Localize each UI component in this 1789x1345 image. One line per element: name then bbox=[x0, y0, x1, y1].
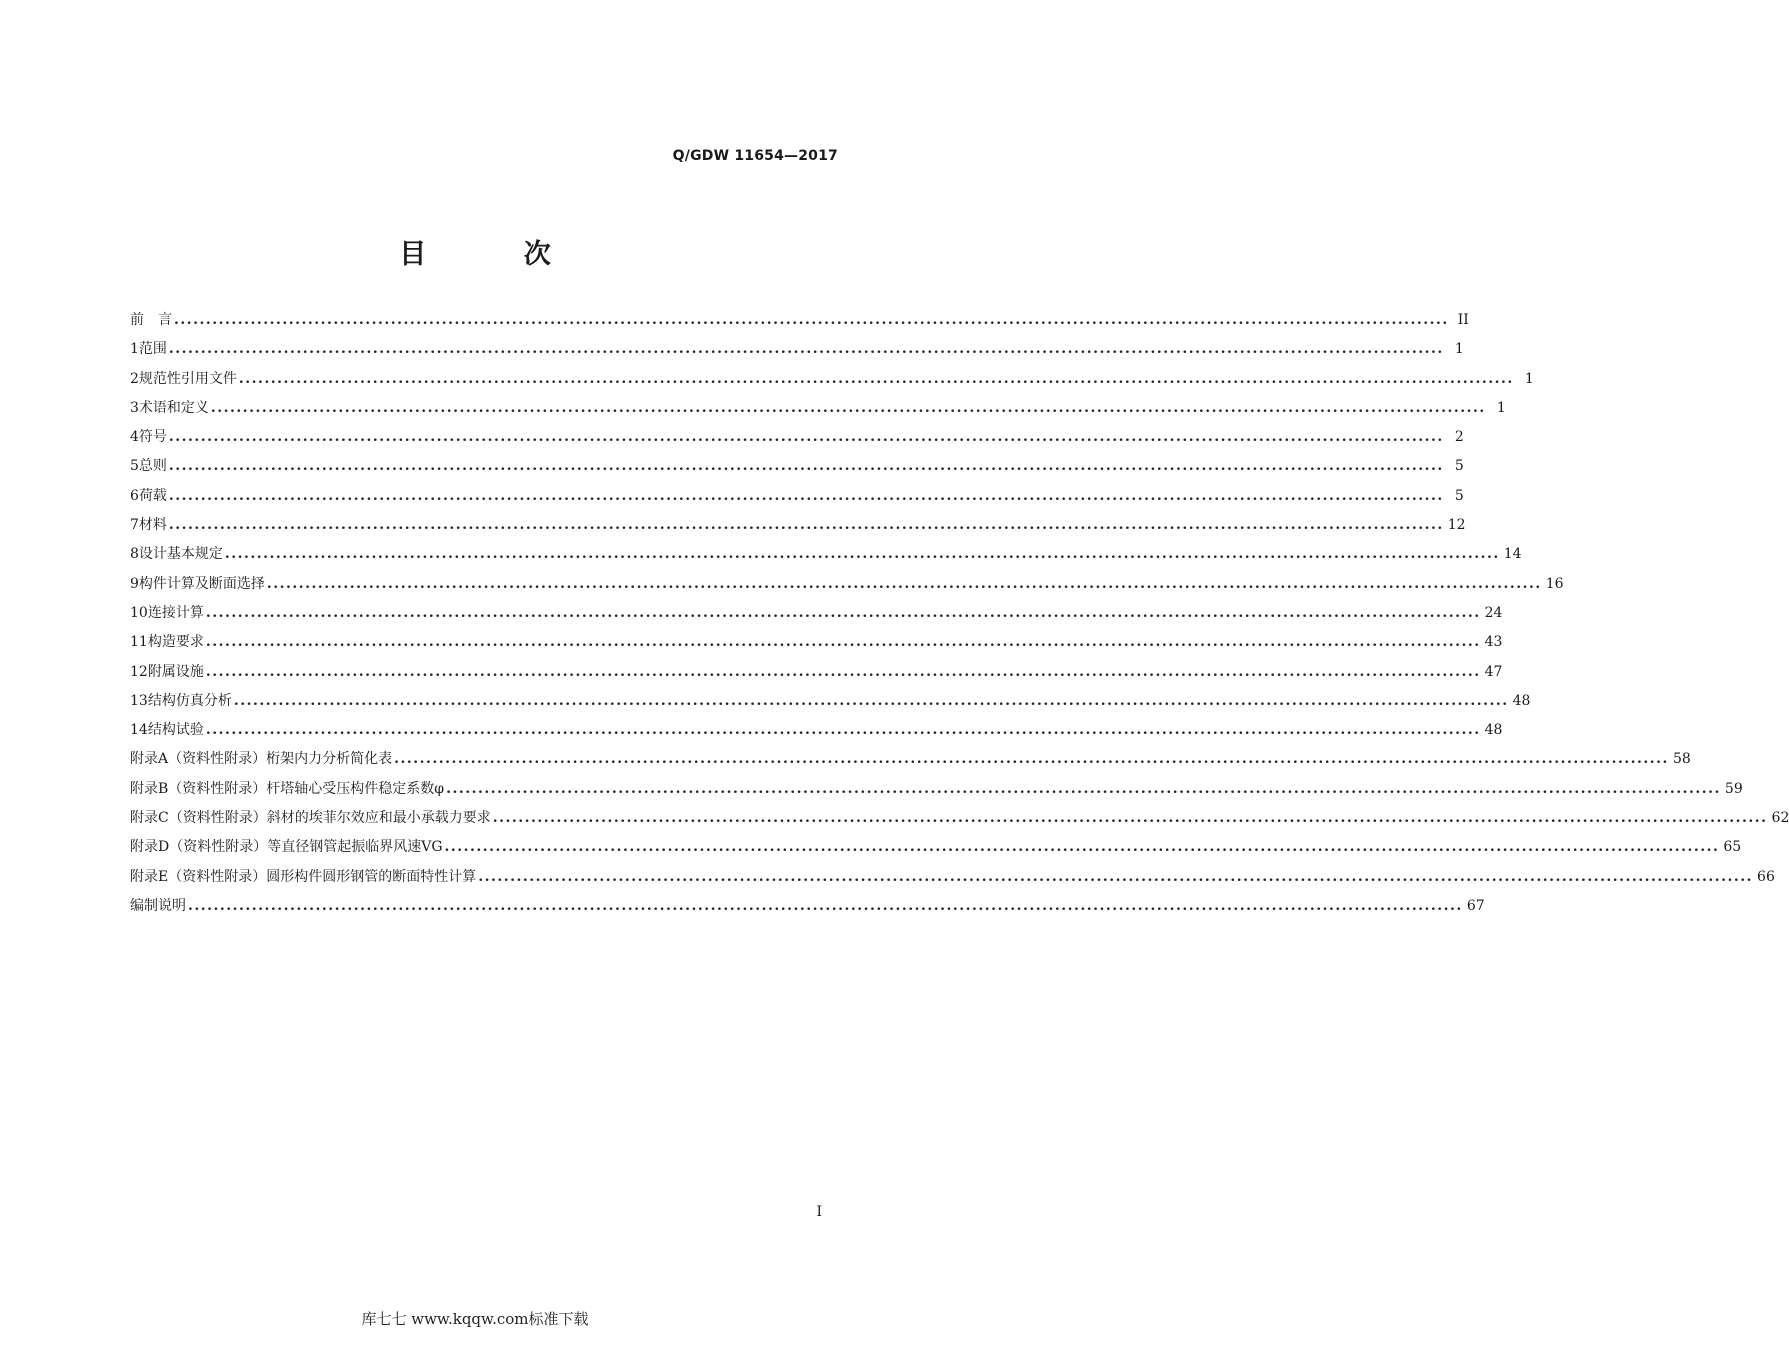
toc-entry-number: 3 bbox=[130, 399, 139, 416]
toc-entry-number: 13 bbox=[130, 692, 148, 709]
toc-entry-page: 1 bbox=[1496, 399, 1506, 416]
toc-entry[interactable] bbox=[130, 426, 1464, 455]
toc-entry[interactable] bbox=[130, 368, 1534, 397]
toc-entry-number: 6 bbox=[130, 487, 139, 504]
toc-entry[interactable] bbox=[130, 895, 1485, 924]
toc-entry-page: 58 bbox=[1672, 751, 1691, 768]
toc-entry-number: 14 bbox=[130, 722, 148, 739]
toc-entry-number: 4 bbox=[130, 429, 139, 446]
standard-code: Q/GDW 11654—2017 bbox=[672, 148, 838, 164]
toc-entry-page: 2 bbox=[1454, 429, 1464, 446]
toc-entry-label: 前 言 bbox=[130, 312, 172, 328]
toc-entry-page: 47 bbox=[1484, 663, 1503, 680]
toc-entry-label: 结构仿真分析 bbox=[147, 692, 232, 709]
toc-entry[interactable] bbox=[130, 397, 1506, 426]
toc-entry-page: 1 bbox=[1454, 341, 1464, 358]
toc-entry-number: 8 bbox=[130, 546, 139, 563]
toc-entry-appendix: 附录E（资料性附录） bbox=[130, 868, 267, 885]
toc-entry-label: 圆形构件圆形钢管的断面特性计算 bbox=[266, 868, 477, 885]
toc-entry-page: 1 bbox=[1524, 370, 1534, 387]
toc-entry[interactable] bbox=[130, 338, 1464, 367]
toc-leader-dots: ........................................................................................................................................................................................................ bbox=[168, 429, 1444, 446]
toc-entry-number: 12 bbox=[130, 663, 148, 680]
toc-entry[interactable] bbox=[130, 631, 1503, 660]
table-of-contents bbox=[130, 309, 1789, 924]
toc-entry-label: 范围 bbox=[138, 341, 167, 358]
toc-leader-dots: ........................................................................................................................................................................................................ bbox=[444, 839, 1720, 856]
toc-entry[interactable] bbox=[130, 485, 1464, 514]
toc-entry-number: 5 bbox=[130, 458, 139, 475]
toc-entry-label: 荷载 bbox=[138, 487, 167, 504]
toc-entry-number: 1 bbox=[130, 341, 139, 358]
toc-leader-dots: ........................................................................................................................................................................................................ bbox=[168, 458, 1444, 475]
toc-entry-page: II bbox=[1457, 312, 1469, 328]
toc-entry-number: 7 bbox=[130, 517, 139, 534]
toc-entry-label: 连接计算 bbox=[147, 604, 204, 621]
toc-entry-page: 48 bbox=[1484, 722, 1503, 739]
toc-entry-label: 设计基本规定 bbox=[138, 546, 223, 563]
toc-entry-label: 结构试验 bbox=[147, 722, 204, 739]
toc-entry-label: 术语和定义 bbox=[138, 399, 209, 416]
toc-leader-dots: ........................................................................................................................................................................................................ bbox=[188, 897, 1463, 914]
toc-entry[interactable] bbox=[130, 866, 1775, 895]
toc-entry[interactable] bbox=[130, 514, 1466, 543]
toc-title: 目 次 bbox=[399, 239, 595, 270]
toc-entry-page: 5 bbox=[1454, 458, 1464, 475]
toc-entry-page: 12 bbox=[1447, 517, 1466, 534]
toc-entry-label: 杆塔轴心受压构件稳定系数φ bbox=[266, 780, 445, 797]
toc-entry[interactable] bbox=[130, 661, 1503, 690]
toc-entry-label: 规范性引用文件 bbox=[138, 370, 237, 387]
toc-leader-dots: ........................................................................................................................................................................................................ bbox=[205, 722, 1481, 739]
toc-leader-dots: ........................................................................................................................................................................................................ bbox=[446, 780, 1721, 797]
toc-leader-dots: ........................................................................................................................................................................................................ bbox=[168, 341, 1444, 358]
toc-entry[interactable] bbox=[130, 748, 1691, 777]
toc-entry-label: 附属设施 bbox=[147, 663, 204, 680]
toc-leader-dots: ........................................................................................................................................................................................................ bbox=[224, 546, 1500, 563]
toc-entry-number: 9 bbox=[130, 575, 139, 592]
toc-entry-appendix: 附录D（资料性附录） bbox=[130, 839, 268, 856]
toc-entry-page: 62 bbox=[1771, 810, 1789, 827]
footer-watermark: 库七七 www.kqqw.com标准下载 bbox=[361, 1310, 589, 1328]
toc-entry-label: 总则 bbox=[138, 458, 167, 475]
toc-entry-page: 5 bbox=[1454, 487, 1464, 504]
toc-entry[interactable] bbox=[130, 573, 1564, 602]
toc-entry[interactable] bbox=[130, 807, 1789, 836]
toc-leader-dots: ........................................................................................................................................................................................................ bbox=[174, 312, 1449, 328]
toc-leader-dots: ........................................................................................................................................................................................................ bbox=[210, 399, 1486, 416]
toc-entry[interactable] bbox=[130, 309, 1469, 338]
toc-leader-dots: ........................................................................................................................................................................................................ bbox=[266, 575, 1542, 592]
toc-entry-page: 59 bbox=[1724, 780, 1743, 797]
toc-entry-page: 43 bbox=[1484, 634, 1503, 651]
toc-entry-number: 10 bbox=[130, 604, 148, 621]
toc-leader-dots: ........................................................................................................................................................................................................ bbox=[492, 810, 1768, 827]
toc-leader-dots: ........................................................................................................................................................................................................ bbox=[478, 868, 1754, 885]
toc-leader-dots: ........................................................................................................................................................................................................ bbox=[168, 487, 1444, 504]
toc-entry-label: 编制说明 bbox=[130, 897, 186, 914]
toc-entry-page: 14 bbox=[1503, 546, 1522, 563]
toc-entry[interactable] bbox=[130, 543, 1522, 572]
toc-entry[interactable] bbox=[130, 602, 1503, 631]
toc-entry-label: 等直径钢管起振临界风速VG bbox=[267, 839, 443, 856]
toc-entry-appendix: 附录A（资料性附录） bbox=[130, 751, 267, 768]
toc-entry-page: 24 bbox=[1484, 604, 1503, 621]
toc-leader-dots: ........................................................................................................................................................................................................ bbox=[238, 370, 1514, 387]
toc-entry[interactable] bbox=[130, 690, 1531, 719]
toc-entry-page: 66 bbox=[1757, 868, 1775, 885]
toc-entry-page: 67 bbox=[1466, 897, 1485, 914]
toc-entry-page: 16 bbox=[1545, 575, 1564, 592]
toc-entry-label: 桁架内力分析简化表 bbox=[266, 751, 393, 768]
toc-entry-label: 构件计算及断面选择 bbox=[138, 575, 265, 592]
toc-leader-dots: ........................................................................................................................................................................................................ bbox=[168, 517, 1444, 534]
toc-entry-label: 材料 bbox=[138, 517, 167, 534]
toc-entry[interactable] bbox=[130, 455, 1464, 484]
toc-entry-label: 斜材的埃菲尔效应和最小承载力要求 bbox=[266, 810, 491, 827]
toc-entry-page: 48 bbox=[1512, 692, 1531, 709]
toc-entry[interactable] bbox=[130, 836, 1742, 865]
toc-entry-number: 2 bbox=[130, 370, 139, 387]
toc-leader-dots: ........................................................................................................................................................................................................ bbox=[205, 604, 1481, 621]
toc-entry[interactable] bbox=[130, 778, 1743, 807]
toc-entry-appendix: 附录C（资料性附录） bbox=[130, 810, 267, 827]
toc-entry-appendix: 附录B（资料性附录） bbox=[130, 780, 267, 797]
toc-entry-page: 65 bbox=[1723, 839, 1742, 856]
toc-entry-label: 构造要求 bbox=[147, 634, 204, 651]
toc-leader-dots: ........................................................................................................................................................................................................ bbox=[394, 751, 1669, 768]
page-number: I bbox=[816, 1204, 822, 1220]
toc-leader-dots: ........................................................................................................................................................................................................ bbox=[205, 663, 1481, 680]
toc-entry-number: 11 bbox=[130, 634, 148, 651]
toc-entry-label: 符号 bbox=[138, 429, 167, 446]
toc-leader-dots: ........................................................................................................................................................................................................ bbox=[205, 634, 1481, 651]
toc-leader-dots: ........................................................................................................................................................................................................ bbox=[233, 692, 1509, 709]
toc-entry[interactable] bbox=[130, 719, 1503, 748]
